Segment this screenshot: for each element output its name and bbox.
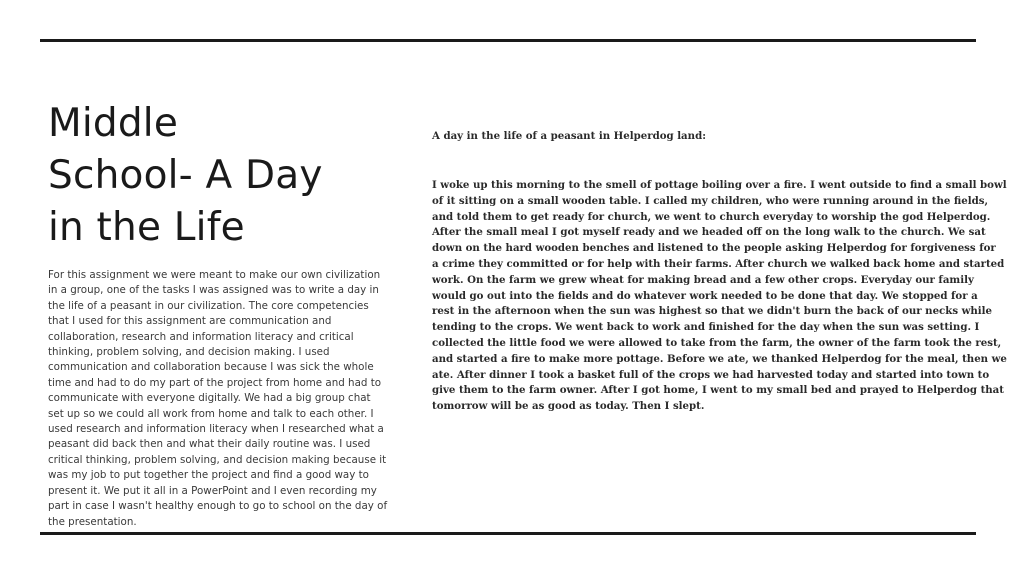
description-line: thinking, problem solving, and decision making. I used [48, 346, 330, 359]
description-line: communicate with everyone digitally. We had a big group chat [48, 392, 371, 405]
description-line: the presentation. [48, 515, 137, 528]
description-line: in a group, one of the tasks I was assigned was to write a day in [48, 284, 379, 297]
description-line: used research and information literacy when I researched what a [48, 423, 384, 436]
essay-line: I woke up this morning to the smell of pottage boiling over a fire. I went outside to find a small bowl [432, 179, 1007, 191]
slide-title [48, 98, 408, 254]
essay-body [432, 178, 1007, 415]
essay-line: tending to the crops. We went back to work and finished for the day when the sun was setting. I [432, 321, 980, 334]
description-line: part in case I wasn't healthy enough to go to school on the day of [48, 500, 388, 513]
description-line: For this assignment we were meant to make our own civilization [48, 269, 381, 281]
description-line: time and had to do my part of the project from home and had to [48, 376, 382, 389]
assignment-description [48, 268, 420, 530]
bottom-divider [40, 532, 976, 535]
essay-line: would go out into the fields and do whatever work needed to be done that day. We stopped for a [432, 289, 978, 302]
top-divider [40, 39, 976, 42]
essay-line: work. On the farm we grew wheat for making bread and a few other crops. Everyday our family [432, 273, 974, 286]
description-line: that I used for this assignment are communication and [48, 315, 332, 328]
essay-line: of it sitting on a small wooden table. I called my children, who were running around in the fields, [432, 194, 989, 207]
essay-line: and started a fire to make more pottage. Before we ate, we thanked Helperdog for the meal, then we [432, 352, 1007, 365]
essay-line: and told them to get ready for church, we went to church everyday to worship the god Helperdog. [432, 210, 991, 223]
essay-heading: A day in the life of a peasant in Helperdog land: [432, 130, 706, 142]
essay-line: rest in the afternoon when the sun was highest so that we didn't burn the back of our necks while [432, 305, 992, 318]
description-line: set up so we could all work from home and talk to each other. I [48, 407, 374, 420]
essay-line: give them to the farm owner. After I got home, I went to my small bed and prayed to Helperdog that [432, 384, 1004, 397]
description-line: the life of a peasant in our civilization. The core competencies [48, 299, 369, 312]
essay-line: After the small meal I got myself ready and we headed off on the long walk to the church. We sat [432, 226, 986, 239]
title-line: Middle [48, 101, 179, 146]
essay-line: down on the hard wooden benches and listened to the people asking Helperdog for forgiveness for [432, 242, 996, 255]
essay-line: tomorrow will be as good as today. Then I slept. [432, 400, 705, 413]
description-line: critical thinking, problem solving, and decision making because it [48, 453, 387, 466]
description-line: present it. We put it all in a PowerPoint and I even recording my [48, 484, 377, 497]
essay-line: collected the little food we were allowed to take from the farm, the owner of the farm took the rest, [432, 336, 1002, 349]
description-line: was my job to put together the project and find a good way to [48, 469, 369, 482]
title-line: in the Life [48, 205, 245, 250]
description-line: peasant did back then and what their daily routine was. I used [48, 438, 371, 451]
description-line: collaboration, research and information literacy and critical [48, 330, 354, 343]
title-line: School- A Day [48, 153, 323, 198]
essay-image [432, 126, 1007, 415]
essay-line: a crime they committed or for help with their farms. After church we walked back home and started [432, 257, 1005, 270]
description-line: communication and collaboration because I was sick the whole [48, 361, 374, 374]
essay-line: ate. After dinner I took a basket full of the crops we had harvested today and started into town to [432, 368, 990, 381]
